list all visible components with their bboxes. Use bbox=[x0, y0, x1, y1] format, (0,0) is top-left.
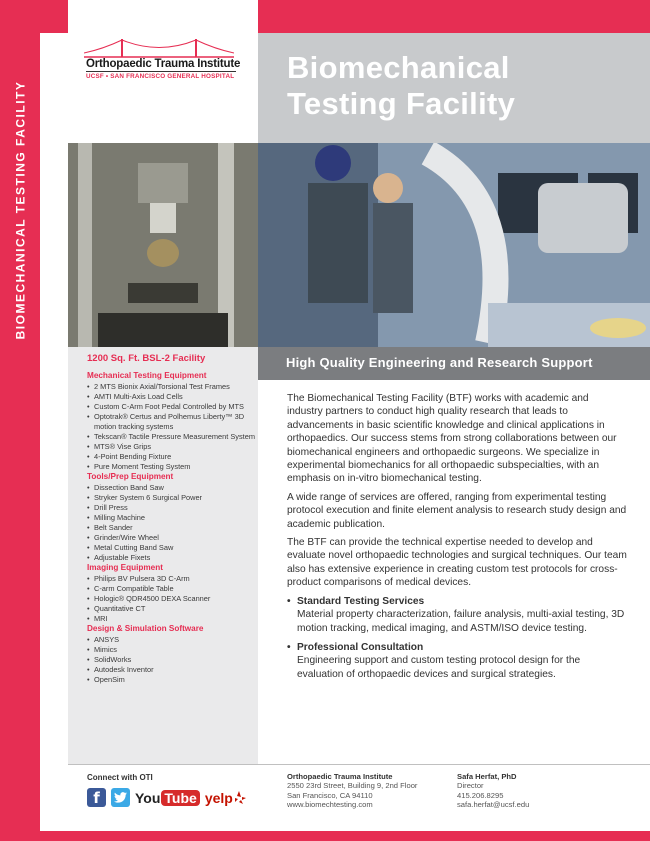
list-item: • Philips BV Pulsera 3D C-Arm bbox=[87, 574, 255, 584]
category-items bbox=[87, 483, 255, 563]
list-item: • Pure Moment Testing System bbox=[87, 462, 255, 472]
service-item bbox=[287, 595, 627, 635]
list-item: • Drill Press bbox=[87, 503, 255, 513]
category-items bbox=[87, 574, 255, 624]
category-items bbox=[87, 382, 255, 472]
contact-phone: 415.206.8295 bbox=[457, 790, 504, 800]
category-items bbox=[87, 635, 255, 685]
list-item: • Milling Machine bbox=[87, 513, 255, 523]
list-item: • Belt Sander bbox=[87, 523, 255, 533]
c-arm-lab-photo bbox=[258, 143, 650, 347]
list-item: • AMTI Multi-Axis Load Cells bbox=[87, 392, 255, 402]
contact-block bbox=[457, 772, 529, 810]
youtube-icon[interactable]: You Tube bbox=[135, 790, 200, 806]
sidebar-title: BIOMECHANICAL TESTING FACILITY bbox=[13, 80, 27, 340]
list-item: • Dissection Band Saw bbox=[87, 483, 255, 493]
list-item: • MTS® Vise Grips bbox=[87, 442, 255, 452]
connect-heading: Connect with OTI bbox=[87, 773, 153, 782]
category-heading: Tools/Prep Equipment bbox=[87, 472, 174, 481]
social-links bbox=[87, 788, 246, 807]
service-item bbox=[287, 641, 627, 681]
category-heading: Imaging Equipment bbox=[87, 563, 163, 572]
list-item: • Tekscan® Tactile Pressure Measurement System bbox=[87, 432, 255, 442]
list-item: • Metal Cutting Band Saw bbox=[87, 543, 255, 553]
list-item: • C-arm Compatible Table bbox=[87, 584, 255, 594]
page-title: Biomechanical Testing Facility bbox=[287, 50, 516, 121]
bottom-band bbox=[40, 831, 650, 841]
category-heading: Design & Simulation Software bbox=[87, 624, 204, 633]
logo-name: Orthopaedic Trauma Institute bbox=[86, 58, 241, 70]
list-item: • Stryker System 6 Surgical Power bbox=[87, 493, 255, 503]
list-item: • Custom C-Arm Foot Pedal Controlled by MTS bbox=[87, 402, 255, 412]
list-item: • 2 MTS Bionix Axial/Torsional Test Frames bbox=[87, 382, 255, 392]
contact-role: Director bbox=[457, 781, 484, 791]
intro-paragraph: The Biomechanical Testing Facility (BTF) works with academic and industry partners to conduct high quality research that leads to advancements in basic scientific knowledge and clinical applications in orthopaedics. Our success stems from strong collaborations between our biomechanical engineers and orthopaedic surgeons. We specialize in experimental biomechanics for all orthopaedic subspecialties, with an emphasis on in-vitro biomechanical testing. bbox=[287, 393, 617, 485]
list-item: • OpenSim bbox=[87, 675, 255, 685]
list-item: • MRI bbox=[87, 614, 255, 624]
list-item: • Mimics bbox=[87, 645, 255, 655]
list-item: • Hologic® QDR4500 DEXA Scanner bbox=[87, 594, 255, 604]
list-item: • Optotrak® Certus and Polhemus Liberty™ 3D motion tracking systems bbox=[87, 412, 255, 432]
contact-email[interactable]: safa.herfat@ucsf.edu bbox=[457, 800, 530, 810]
list-item: • Quantitative CT bbox=[87, 604, 255, 614]
service-description: Engineering support and custom testing protocol design for the evaluation of orthopaedic devices and surgical strategies. bbox=[297, 655, 581, 680]
golden-gate-bridge-icon bbox=[84, 37, 234, 59]
main-body bbox=[287, 392, 627, 687]
list-item: • Grinder/Wire Wheel bbox=[87, 533, 255, 543]
yelp-icon[interactable]: yelp bbox=[205, 790, 246, 806]
list-item: • Adjustable Fixets bbox=[87, 553, 255, 563]
top-band-gap bbox=[68, 0, 258, 33]
address-block bbox=[287, 772, 417, 810]
address-line: San Francisco, CA 94110 bbox=[287, 790, 373, 800]
expertise-paragraph: The BTF can provide the technical expertise needed to develop and evaluate novel orthopaedic technologies and surgical techniques. Our team also has extensive experience in creating custom test protocols for cross-product comparisons of medical devices. bbox=[287, 537, 627, 589]
sidebar-band bbox=[0, 0, 40, 841]
list-item: • 4-Point Bending Fixture bbox=[87, 452, 255, 462]
service-title: • Standard Testing Services bbox=[297, 595, 425, 607]
section-band-title: High Quality Engineering and Research Support bbox=[286, 355, 593, 370]
website-link[interactable]: www.biomechtesting.com bbox=[287, 800, 373, 810]
equipment-list bbox=[87, 371, 255, 685]
list-item: • ANSYS bbox=[87, 635, 255, 645]
services-paragraph: A wide range of services are offered, ranging from experimental testing protocol execution and finite element analysis to research study design and academic publication. bbox=[287, 491, 627, 530]
contact-name: Safa Herfat, PhD bbox=[457, 772, 517, 781]
footer-divider bbox=[68, 764, 650, 765]
facility-size-heading: 1200 Sq. Ft. BSL-2 Facility bbox=[87, 353, 206, 364]
list-item: • SolidWorks bbox=[87, 655, 255, 665]
service-description: Material property characterization, failure analysis, multi-axial testing, 3D motion tracking, medical imaging, and ASTM/ISO device testing. bbox=[297, 609, 625, 634]
facebook-icon[interactable]: f bbox=[87, 788, 106, 807]
address-line: 2550 23rd Street, Building 9, 2nd Floor bbox=[287, 781, 418, 791]
testing-frame-photo bbox=[68, 143, 258, 347]
logo-subtitle: UCSF • SAN FRANCISCO GENERAL HOSPITAL bbox=[86, 73, 235, 80]
service-title: • Professional Consultation bbox=[297, 641, 424, 653]
address-org: Orthopaedic Trauma Institute bbox=[287, 772, 393, 781]
twitter-icon[interactable] bbox=[111, 788, 130, 807]
category-heading: Mechanical Testing Equipment bbox=[87, 371, 207, 380]
list-item: • Autodesk Inventor bbox=[87, 665, 255, 675]
logo-divider bbox=[86, 71, 236, 72]
